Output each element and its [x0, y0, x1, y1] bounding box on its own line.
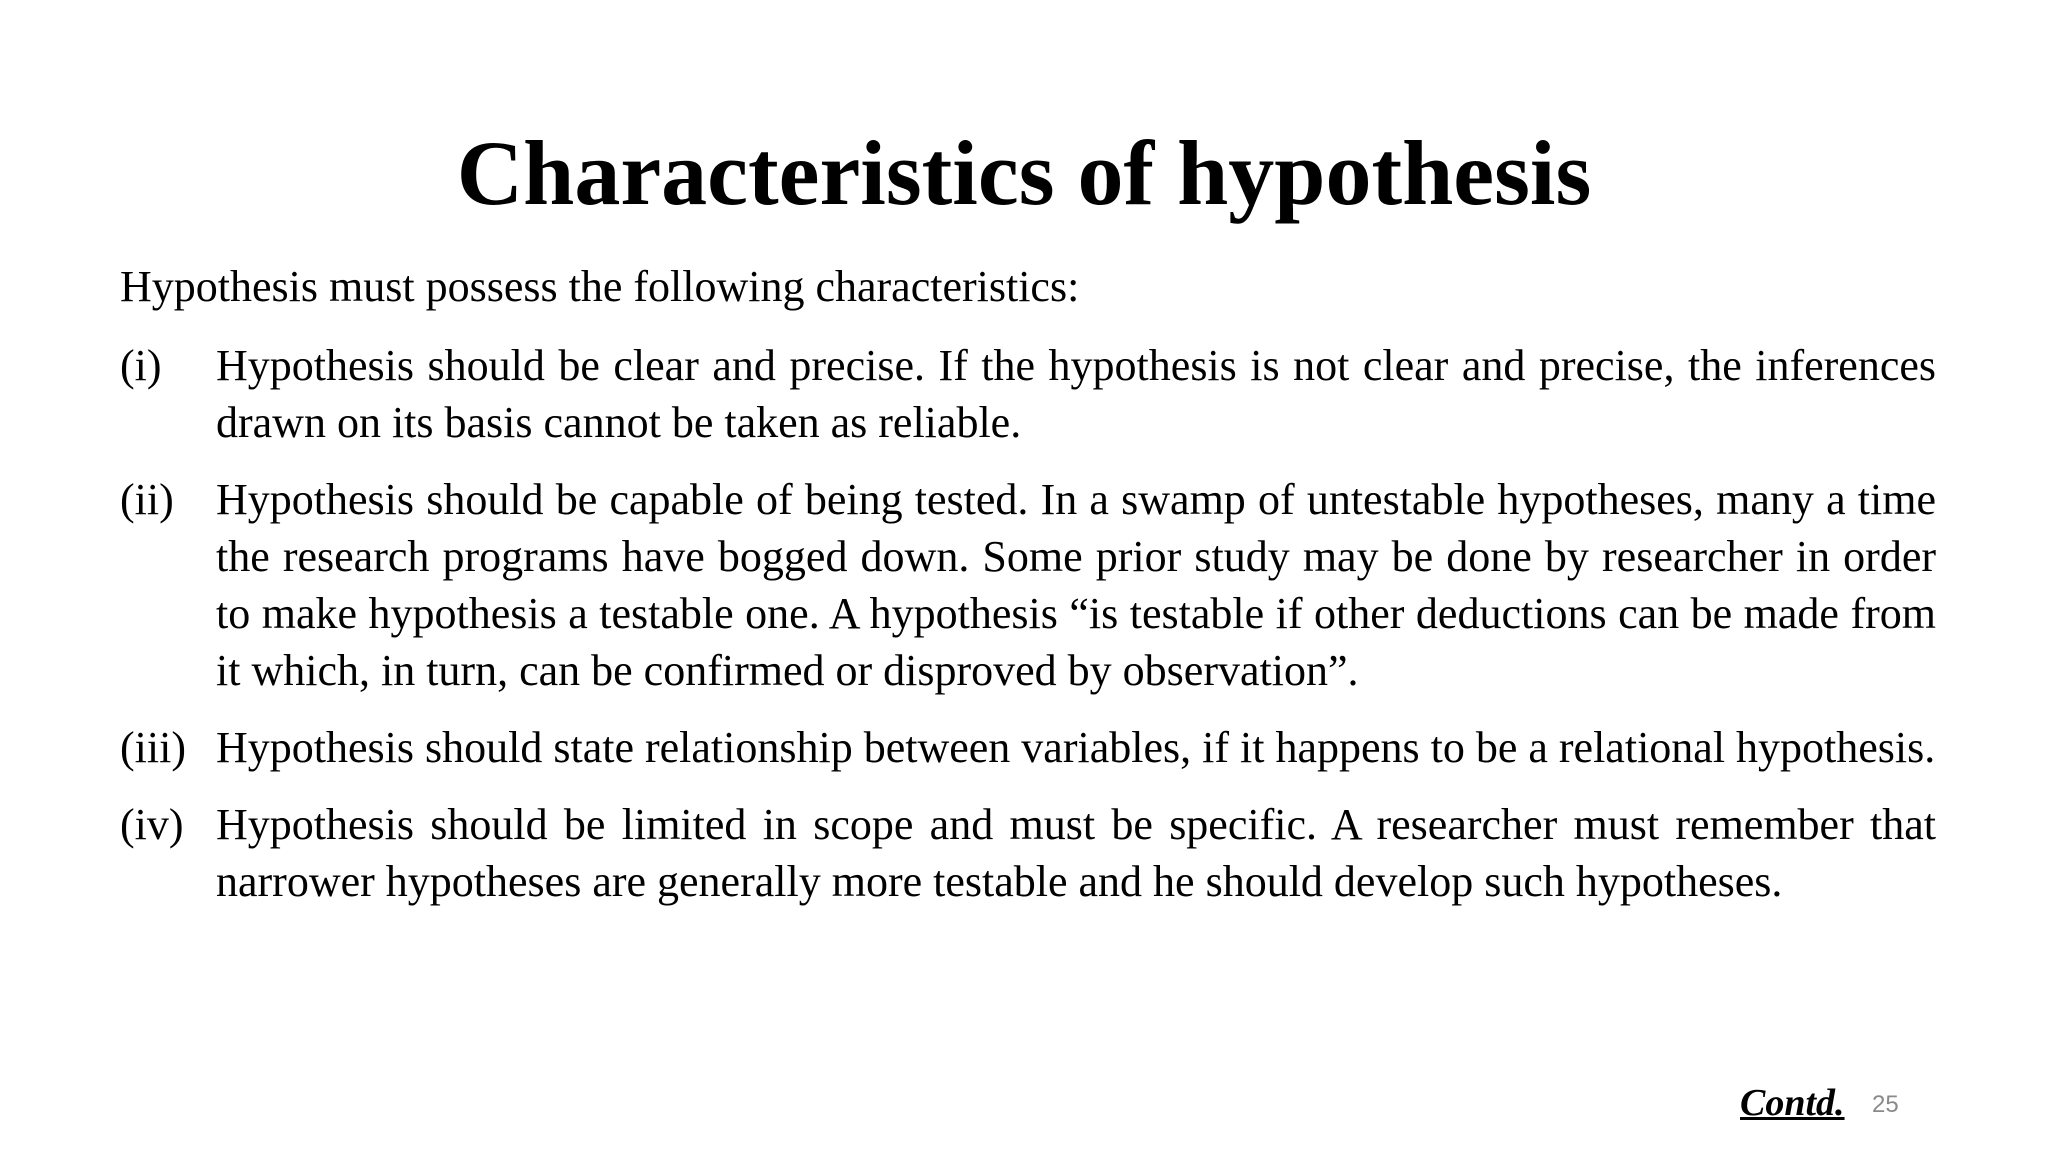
- slide-title: Characteristics of hypothesis: [456, 122, 1592, 224]
- item-text: Hypothesis should be limited in scope and must be specific. A researcher must remember that narrower hypotheses are generally more testable and he should develop such hypotheses.: [216, 800, 1936, 906]
- item-number: (iv): [120, 800, 184, 849]
- item-number: (ii): [120, 475, 174, 524]
- list-item: [120, 471, 1936, 699]
- item-text: Hypothesis should be capable of being tested. In a swamp of untestable hypotheses, many a time the research programs have bogged down. Some prior study may be done by researcher in order to make hypothesis a testable one. A hypothesis “is testable if other deductions can be made from it which, in turn, can be confirmed or disproved by observation”.: [216, 475, 1936, 695]
- list-item: [120, 719, 1936, 776]
- item-text: Hypothesis should state relationship between variables, if it happens to be a relational hypothesis.: [216, 723, 1936, 772]
- list-item: [120, 796, 1936, 910]
- item-number: (iii): [120, 723, 186, 772]
- item-text: Hypothesis should be clear and precise. If the hypothesis is not clear and precise, the inferences drawn on its basis cannot be taken as reliable.: [216, 341, 1936, 447]
- intro-text: Hypothesis must possess the following characteristics:: [120, 262, 1080, 311]
- slide-body: [120, 258, 1936, 930]
- page-number: 25: [1872, 1091, 1899, 1118]
- item-number: (i): [120, 341, 162, 390]
- list-item: [120, 337, 1936, 451]
- continued-label: Contd.: [1740, 1082, 1845, 1124]
